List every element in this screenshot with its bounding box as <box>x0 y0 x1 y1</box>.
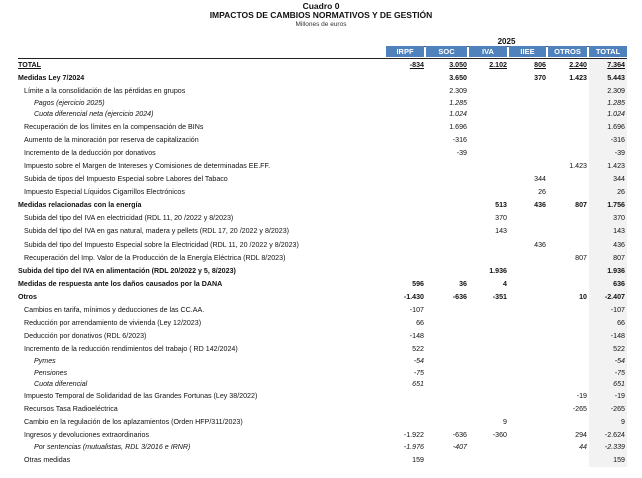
cell-irpf <box>386 98 426 109</box>
cell-irpf <box>386 403 426 416</box>
year-header: 2025 <box>386 37 627 47</box>
row-label: Medidas de respuesta ante los daños causados por la DANA <box>18 279 223 288</box>
cell-soc <box>426 212 469 225</box>
cell-irpf <box>386 186 426 199</box>
table-row <box>18 291 627 304</box>
cell-total: 2.309 <box>589 85 627 98</box>
cell-total: 1.696 <box>589 121 627 134</box>
row-label: Incremento de la deducción por donativos <box>24 148 156 157</box>
cell-soc: -407 <box>452 443 467 452</box>
cell-iiee <box>509 265 548 278</box>
cell-irpf <box>386 239 426 252</box>
cell-total: -265 <box>589 403 627 416</box>
col-header-otros: OTROS <box>548 46 587 57</box>
table-row <box>18 109 627 120</box>
table-row <box>18 379 627 390</box>
cell-soc <box>426 173 469 186</box>
table-row <box>18 343 627 356</box>
cell-otros <box>548 225 589 238</box>
cell-otros <box>548 356 589 367</box>
row-label: Recuperación de los límites en la compensación de BINs <box>24 122 204 131</box>
table-row <box>18 173 627 186</box>
cell-total: -107 <box>589 304 627 317</box>
cell-irpf <box>386 121 426 134</box>
cell-soc <box>426 379 469 390</box>
cell-total: 522 <box>589 343 627 356</box>
cell-soc: -636 <box>452 431 467 440</box>
cell-iiee <box>509 304 548 317</box>
cell-otros: 1.423 <box>569 161 587 170</box>
row-label: Recursos Tasa Radioeléctrica <box>24 405 118 414</box>
row-label: Pymes <box>34 357 56 366</box>
cell-soc: -316 <box>452 135 467 144</box>
cell-irpf <box>386 72 426 85</box>
cell-total: 1.285 <box>589 98 627 109</box>
cell-irpf: -1.922 <box>403 431 424 440</box>
cell-otros <box>548 343 589 356</box>
cell-iva <box>469 403 509 416</box>
row-label: Subida del tipo del IVA en gas natural, madera y pellets (RDL 17, 20 /2022 y 8/2023) <box>24 227 289 236</box>
cell-iva <box>469 109 509 120</box>
cell-irpf <box>386 109 426 120</box>
cell-soc: 3.050 <box>426 59 469 73</box>
cell-total: 143 <box>589 225 627 238</box>
cell-irpf: 159 <box>412 455 424 464</box>
cell-otros: 2.240 <box>548 59 589 73</box>
table-row <box>18 72 627 85</box>
cell-otros <box>548 278 589 291</box>
cell-iiee <box>509 121 548 134</box>
cell-irpf <box>386 173 426 186</box>
cell-iiee <box>509 98 548 109</box>
cell-iiee <box>509 147 548 160</box>
cell-irpf <box>386 212 426 225</box>
cell-soc <box>426 252 469 265</box>
cell-otros: 1.423 <box>569 74 587 83</box>
cell-otros: 10 <box>579 292 587 301</box>
cell-total: 5.443 <box>589 72 627 85</box>
cell-iva: 9 <box>503 418 507 427</box>
cell-irpf: 66 <box>416 319 424 328</box>
cell-iva <box>469 239 509 252</box>
cell-iva <box>469 121 509 134</box>
cell-total: 370 <box>589 212 627 225</box>
table-row <box>18 265 627 278</box>
cell-otros <box>548 212 589 225</box>
cell-otros <box>548 85 589 98</box>
cell-iiee: 806 <box>509 59 548 73</box>
cell-soc: 1.024 <box>449 110 467 119</box>
table-row <box>18 356 627 367</box>
table-row <box>18 160 627 173</box>
col-header-iiee: IIEE <box>509 46 546 57</box>
row-label: Cambios en tarifa, mínimos y deducciones de las CC.AA. <box>24 306 205 314</box>
cell-iiee <box>509 134 548 147</box>
row-label: Otras medidas <box>24 455 71 464</box>
table-row <box>18 199 627 212</box>
cell-irpf: -1.430 <box>403 292 424 301</box>
cell-iva: 513 <box>495 201 507 210</box>
cell-iva <box>469 85 509 98</box>
cell-soc: 1.696 <box>449 122 467 131</box>
cell-otros <box>548 186 589 199</box>
cell-total: 26 <box>589 186 627 199</box>
table-row <box>18 442 627 453</box>
impacts-table <box>18 58 627 467</box>
cell-iiee: 436 <box>534 201 546 210</box>
cell-otros <box>548 265 589 278</box>
table-row <box>18 317 627 330</box>
cell-total: -2.624 <box>589 429 627 442</box>
cell-irpf <box>386 147 426 160</box>
cell-total: -2.339 <box>589 442 627 453</box>
row-label: Subida de tipos del Impuesto Especial sobre Labores del Tabaco <box>24 175 228 184</box>
cell-soc: -636 <box>452 292 467 301</box>
row-label: TOTAL <box>18 59 386 73</box>
row-label: Subida del tipo del IVA en electricidad (RDL 11, 20 /2022 y 8/2023) <box>24 214 234 223</box>
table-row <box>18 225 627 238</box>
cell-soc <box>426 368 469 379</box>
cell-iva <box>469 186 509 199</box>
cell-iiee <box>509 291 548 304</box>
cell-soc: 2.309 <box>449 87 467 96</box>
cell-total: -2.407 <box>589 291 627 304</box>
cell-soc <box>426 160 469 173</box>
cell-irpf: 596 <box>412 279 424 288</box>
table-row <box>18 368 627 379</box>
cell-soc: 1.285 <box>449 99 467 108</box>
cell-irpf: -148 <box>409 332 424 341</box>
table-row <box>18 121 627 134</box>
table-row <box>18 304 627 317</box>
cell-soc <box>426 317 469 330</box>
table-row <box>18 239 627 252</box>
cell-iiee <box>509 85 548 98</box>
cell-iva <box>469 356 509 367</box>
cell-iva <box>469 390 509 403</box>
cell-iiee <box>509 343 548 356</box>
cell-iiee <box>509 454 548 467</box>
cell-total: 7.364 <box>589 59 627 73</box>
cell-iva <box>469 147 509 160</box>
cell-soc <box>426 304 469 317</box>
table-row <box>18 85 627 98</box>
cell-iva <box>469 442 509 453</box>
cell-irpf: -107 <box>409 306 424 314</box>
table-row <box>18 98 627 109</box>
cell-iiee <box>509 416 548 429</box>
cell-iva: 2.102 <box>469 59 509 73</box>
cell-soc <box>426 390 469 403</box>
cell-otros <box>548 416 589 429</box>
cell-otros <box>548 173 589 186</box>
table-row <box>18 212 627 225</box>
row-label: Medidas relacionadas con la energía <box>18 201 142 210</box>
cell-irpf: 522 <box>412 345 424 354</box>
cell-total: -54 <box>589 356 627 367</box>
cell-otros <box>548 454 589 467</box>
cell-iva <box>469 134 509 147</box>
row-label: Reducción por arrendamiento de vivienda (Ley 12/2023) <box>24 319 202 328</box>
cell-total: 651 <box>589 379 627 390</box>
cell-soc <box>426 199 469 212</box>
row-label: Aumento de la minoración por reserva de capitalización <box>24 135 199 144</box>
table-row <box>18 59 627 73</box>
cell-total: 344 <box>589 173 627 186</box>
row-label: Pagos (ejercicio 2025) <box>34 99 105 108</box>
row-label: Subida del tipo del Impuesto Especial sobre la Electricidad (RDL 11, 20 /2022 y 8/2023) <box>24 240 299 249</box>
cell-iva: -360 <box>492 431 507 440</box>
row-label: Impuesto Temporal de Solidaridad de las Grandes Fortunas (Ley 38/2022) <box>24 391 258 400</box>
row-label: Impuesto sobre el Margen de Intereses y Comisiones de determinadas EE.FF. <box>24 161 271 170</box>
cell-soc <box>426 225 469 238</box>
table-units: Millones de euros <box>295 21 347 28</box>
cell-iva <box>469 98 509 109</box>
cell-iva: 370 <box>495 214 507 223</box>
cell-soc: 36 <box>459 279 467 288</box>
table-row <box>18 134 627 147</box>
cell-total: 159 <box>589 454 627 467</box>
cell-total: -148 <box>589 330 627 343</box>
cell-iiee <box>509 379 548 390</box>
cell-irpf: -1.976 <box>403 443 424 452</box>
table-row <box>18 390 627 403</box>
cell-iva: 1.936 <box>489 266 507 275</box>
table-row <box>18 186 627 199</box>
cell-otros <box>548 317 589 330</box>
table-row <box>18 403 627 416</box>
cell-total: 66 <box>589 317 627 330</box>
cell-iiee <box>509 429 548 442</box>
cell-irpf <box>386 252 426 265</box>
cell-total: -39 <box>589 147 627 160</box>
cell-irpf <box>386 390 426 403</box>
row-label: Impuesto Especial Líquidos Cigarrillos Electrónicos <box>24 188 185 197</box>
cell-otros <box>548 121 589 134</box>
cell-irpf: -54 <box>413 357 424 366</box>
cell-otros: 807 <box>575 201 587 210</box>
cell-soc: -39 <box>456 148 467 157</box>
cell-iva: 143 <box>495 227 507 236</box>
row-label: Incremento de la reducción rendimientos del trabajo ( RD 142/2024) <box>24 345 238 354</box>
cell-otros <box>548 304 589 317</box>
row-label: Medidas Ley 7/2024 <box>18 74 85 83</box>
row-label: Recuperación del Imp. Valor de la Producción de la Energía Eléctrica (RDL 8/2023) <box>24 253 286 262</box>
cell-iiee <box>509 356 548 367</box>
cell-iva <box>469 160 509 173</box>
cell-iiee: 26 <box>538 188 546 197</box>
cell-otros <box>548 330 589 343</box>
cell-iiee <box>509 160 548 173</box>
cell-iva: 4 <box>503 279 507 288</box>
row-label: Otros <box>18 292 37 301</box>
cell-iiee <box>509 390 548 403</box>
cell-irpf <box>386 160 426 173</box>
cell-otros <box>548 147 589 160</box>
cell-iiee <box>509 403 548 416</box>
cell-iiee <box>509 278 548 291</box>
cell-soc <box>426 416 469 429</box>
row-label: Por sentencias (mutualistas, RDL 3/2016 e IRNR) <box>34 443 191 452</box>
cell-soc <box>426 403 469 416</box>
cell-iva <box>469 72 509 85</box>
table-row <box>18 252 627 265</box>
cell-total: -75 <box>589 368 627 379</box>
cell-irpf <box>386 225 426 238</box>
cell-irpf: -75 <box>413 368 424 377</box>
cell-otros <box>548 368 589 379</box>
cell-soc <box>426 330 469 343</box>
row-label: Ingresos y devoluciones extraordinarios <box>24 431 149 440</box>
table-row <box>18 278 627 291</box>
cell-iiee <box>509 330 548 343</box>
cell-soc <box>426 186 469 199</box>
cell-total: 636 <box>589 278 627 291</box>
cell-total: 807 <box>589 252 627 265</box>
col-header-soc: SOC <box>426 46 467 57</box>
cell-otros: -19 <box>576 391 587 400</box>
cell-total: -316 <box>589 134 627 147</box>
cell-iiee <box>509 252 548 265</box>
cell-iva <box>469 368 509 379</box>
table-number: Cuadro 0 <box>302 1 340 11</box>
cell-otros <box>548 239 589 252</box>
cell-total: 1.423 <box>589 160 627 173</box>
cell-total: 1.756 <box>589 199 627 212</box>
col-header-irpf: IRPF <box>386 46 424 57</box>
cell-otros <box>548 98 589 109</box>
table-row <box>18 147 627 160</box>
cell-soc <box>426 265 469 278</box>
table-row <box>18 429 627 442</box>
cell-iva <box>469 330 509 343</box>
cell-iva <box>469 454 509 467</box>
cell-soc: 3.650 <box>449 74 467 83</box>
cell-iiee: 436 <box>534 240 546 249</box>
col-header-total: TOTAL <box>589 46 627 57</box>
cell-iiee <box>509 225 548 238</box>
cell-otros: 294 <box>575 431 587 440</box>
row-label: Límite a la consolidación de las pérdidas en grupos <box>24 87 186 96</box>
cell-otros <box>548 134 589 147</box>
cell-irpf <box>386 265 426 278</box>
cell-total: 1.024 <box>589 109 627 120</box>
cell-soc <box>426 343 469 356</box>
table-row <box>18 416 627 429</box>
table-row <box>18 454 627 467</box>
cell-iiee <box>509 368 548 379</box>
table-title: IMPACTOS DE CAMBIOS NORMATIVOS Y DE GESTIÓN <box>209 10 433 20</box>
cell-iva <box>469 304 509 317</box>
cell-otros <box>548 109 589 120</box>
cell-iiee: 370 <box>534 74 546 83</box>
row-label: Deducción por donativos (RDL 6/2023) <box>24 332 147 341</box>
cell-soc <box>426 454 469 467</box>
row-label: Cambio en la regulación de los aplazamientos (Orden HFP/311/2023) <box>24 418 243 427</box>
row-label: Subida del tipo del IVA en alimentación (RDL 20/2022 y 5, 8/2023) <box>18 266 236 275</box>
cell-iiee <box>509 212 548 225</box>
cell-otros: -265 <box>572 405 587 414</box>
cell-iva: -351 <box>492 292 507 301</box>
cell-irpf: -834 <box>386 59 426 73</box>
cell-iva <box>469 343 509 356</box>
row-label: Cuota diferencial neta (ejercicio 2024) <box>34 110 154 119</box>
row-label: Pensiones <box>34 368 68 377</box>
cell-total: 1.936 <box>589 265 627 278</box>
cell-iiee <box>509 442 548 453</box>
col-header-iva: IVA <box>469 46 507 57</box>
cell-iiee <box>509 317 548 330</box>
row-label: Cuota diferencial <box>34 379 88 388</box>
cell-otros: 807 <box>575 253 587 262</box>
cell-total: 9 <box>589 416 627 429</box>
cell-irpf: 651 <box>412 379 424 388</box>
cell-total: -19 <box>589 390 627 403</box>
cell-soc <box>426 356 469 367</box>
cell-iva <box>469 317 509 330</box>
cell-iva <box>469 379 509 390</box>
cell-iiee <box>509 109 548 120</box>
cell-soc <box>426 239 469 252</box>
table-row <box>18 330 627 343</box>
cell-irpf <box>386 199 426 212</box>
cell-iiee: 344 <box>534 175 546 184</box>
cell-otros <box>548 379 589 390</box>
cell-irpf <box>386 134 426 147</box>
cell-total: 436 <box>589 239 627 252</box>
table-body <box>18 59 627 467</box>
cell-irpf <box>386 416 426 429</box>
cell-iva <box>469 173 509 186</box>
cell-iva <box>469 252 509 265</box>
cell-otros: 44 <box>579 443 587 452</box>
cell-irpf <box>386 85 426 98</box>
